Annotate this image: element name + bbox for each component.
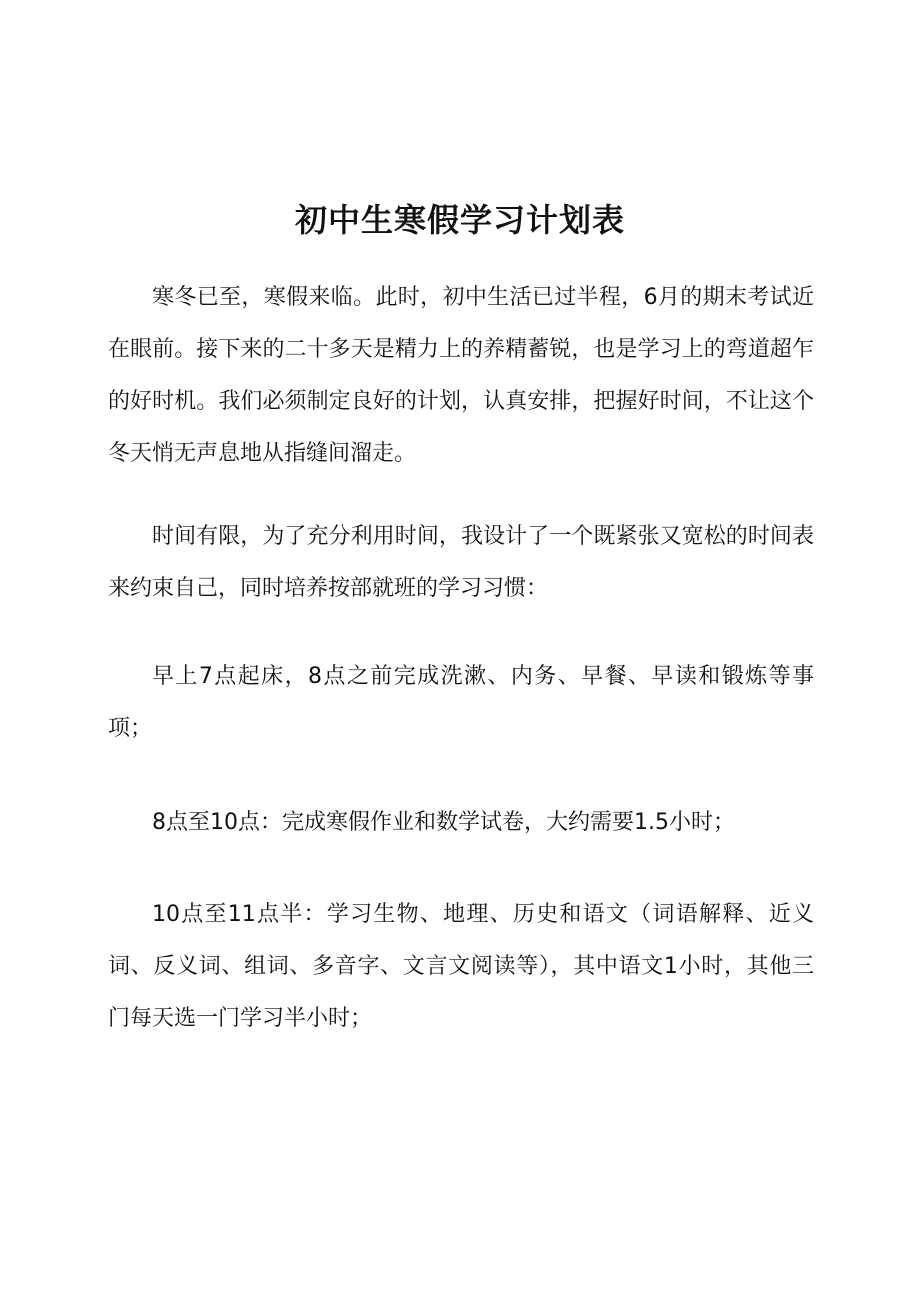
page-title: 初中生寒假学习计划表 (294, 201, 625, 240)
paragraph-8-to-10: 8点至10点：完成寒假作业和数学试卷，大约需要1.5小时； (152, 810, 735, 835)
paragraph-morning: 早上7点起床，8点之前完成洗漱、内务、早餐、早读和锻炼等事项； (108, 664, 814, 741)
paragraph-10-to-1130: 10点至11点半：学习生物、地理、历史和语文（词语解释、近义词、反义词、组词、多音字、文言文阅读等），其中语文1小时，其他三门每天选一门学习半小时； (108, 902, 814, 1031)
paragraph-intro: 寒冬已至，寒假来临。此时，初中生活已过半程，6月的期末考试近在眼前。接下来的二十多天是精力上的养精蓄锐，也是学习上的弯道超乍的好时机。我们必须制定良好的计划，认真安排，把握好时间，不让这个冬天悄无声息地从指缝间溜走。 (108, 285, 814, 466)
paragraph-schedule-intro: 时间有限，为了充分利用时间，我设计了一个既紧张又宽松的时间表来约束自己，同时培养按部就班的学习习惯： (108, 524, 814, 601)
